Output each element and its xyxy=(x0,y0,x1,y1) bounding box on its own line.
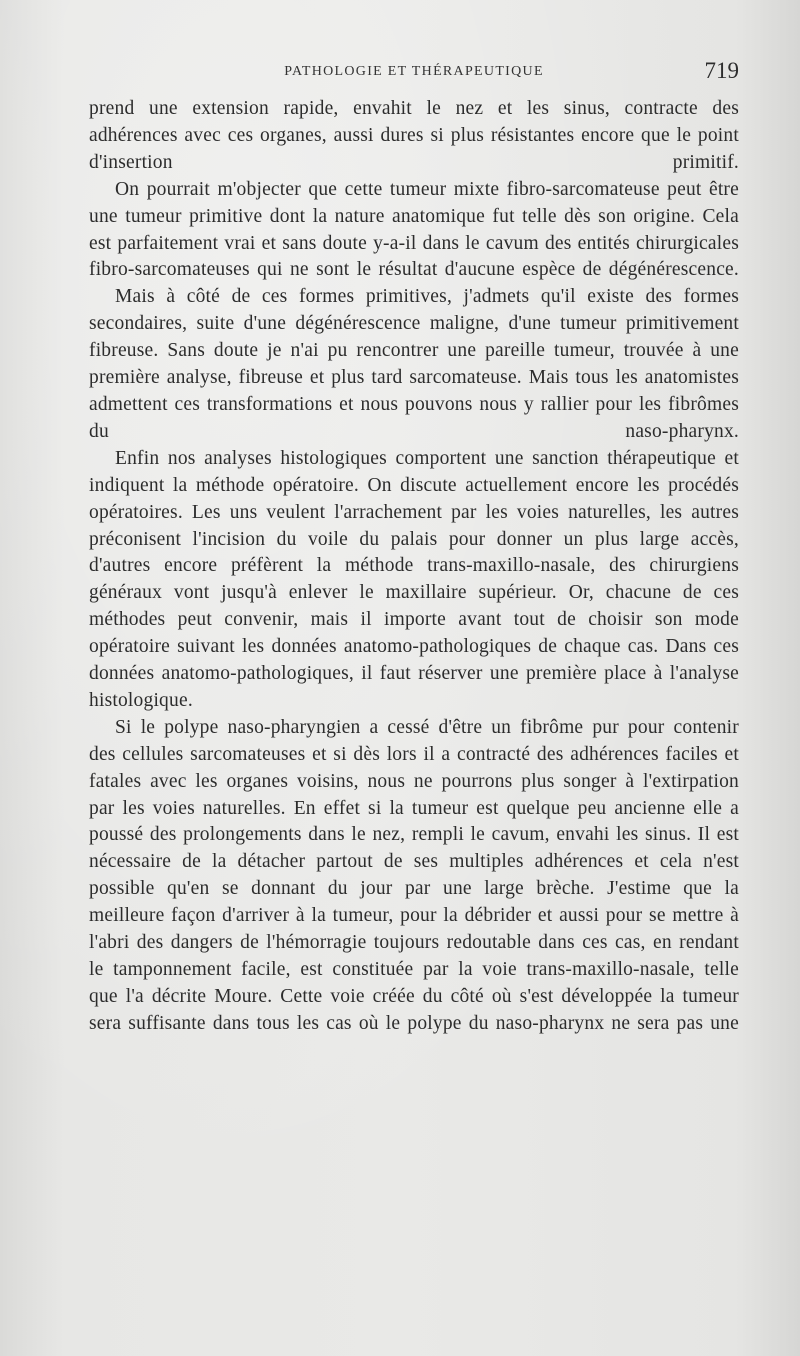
paragraph-polype-naso-pharyngien: Si le polype naso-pharyngien a cessé d'être un fibrôme pur pour contenir des cellules sarcomateuses et si dès lors il a contracté des adhérences faciles et fatales avec les organes voisins, nous ne pourrons plus songer à l'extirpation par les voies naturelles. En effet si la tumeur est quelque peu ancienne elle a poussé des prolongements dans le nez, rempli le cavum, envahi les sinus. Il est nécessaire de la détacher partout de ses multiples adhérences et cela n'est possible qu'en se donnant du jour par une large brèche. J'estime que la meilleure façon d'arriver à la tumeur, pour la débrider et aussi pour se mettre à l'abri des dangers de l'hémorragie toujours redoutable dans ces cas, en rendant le tamponnement facile, est constituée par la voie trans-maxillo-nasale, telle que l'a décrite Moure. Cette voie créée du côté où s'est développée la tumeur sera suffisante dans tous les cas où le polype du naso-pharynx ne sera pas une xyxy=(89,716,739,1034)
paragraph-sanction-therapeutique: Enfin nos analyses histologiques comportent une sanction thérapeutique et indiquent la méthode opératoire. On discute actuellement encore les procédés opératoires. Les uns veulent l'arrachement par les voies naturelles, les autres préconisent l'incision du voile du palais pour donner un plus large accès, d'autres encore préfèrent la méthode trans-maxillo-nasale, des chirurgiens généraux vont jusqu'à enlever le maxillaire supérieur. Or, chacune de ces méthodes peut convenir, mais il importe avant tout de choisir son mode opératoire suivant les données anatomo-pathologiques de chaque cas. Dans ces données anatomo-pathologiques, il faut réserver une première place à l'analyse histologique. xyxy=(89,447,739,711)
running-title: PATHOLOGIE ET THÉRAPEUTIQUE xyxy=(284,64,544,79)
body-text xyxy=(89,96,739,1038)
paragraph-formes-secondaires: Mais à côté de ces formes primitives, j'admets qu'il existe des formes secondaires, suite d'une dégénérescence maligne, d'une tumeur primitivement fibreuse. Sans doute je n'ai pu rencontrer une pareille tumeur, trouvée à une première analyse, fibreuse et plus tard sarcomateuse. Mais tous les anatomistes admettent ces transformations et nous pouvons nous y rallier pour les fibrômes du naso-pharynx. xyxy=(89,286,739,442)
paragraph-fibro-sarcomateuse: On pourrait m'objecter que cette tumeur mixte fibro-sarcomateuse peut être une tumeur primitive dont la nature anatomique fut telle dès son origine. Cela est parfaitement vrai et sans doute y-a-il dans le cavum des entités chirurgicales fibro-sarcomateuses qui ne sont le résultat d'aucune espèce de dégénérescence. xyxy=(89,178,739,281)
paragraph-continued: prend une extension rapide, envahit le nez et les sinus, contracte des adhérences avec ces organes, aussi dures si plus résistantes encore que le point d'insertion primitif. xyxy=(89,98,739,173)
page-number: 719 xyxy=(704,58,739,83)
running-header xyxy=(89,58,739,88)
